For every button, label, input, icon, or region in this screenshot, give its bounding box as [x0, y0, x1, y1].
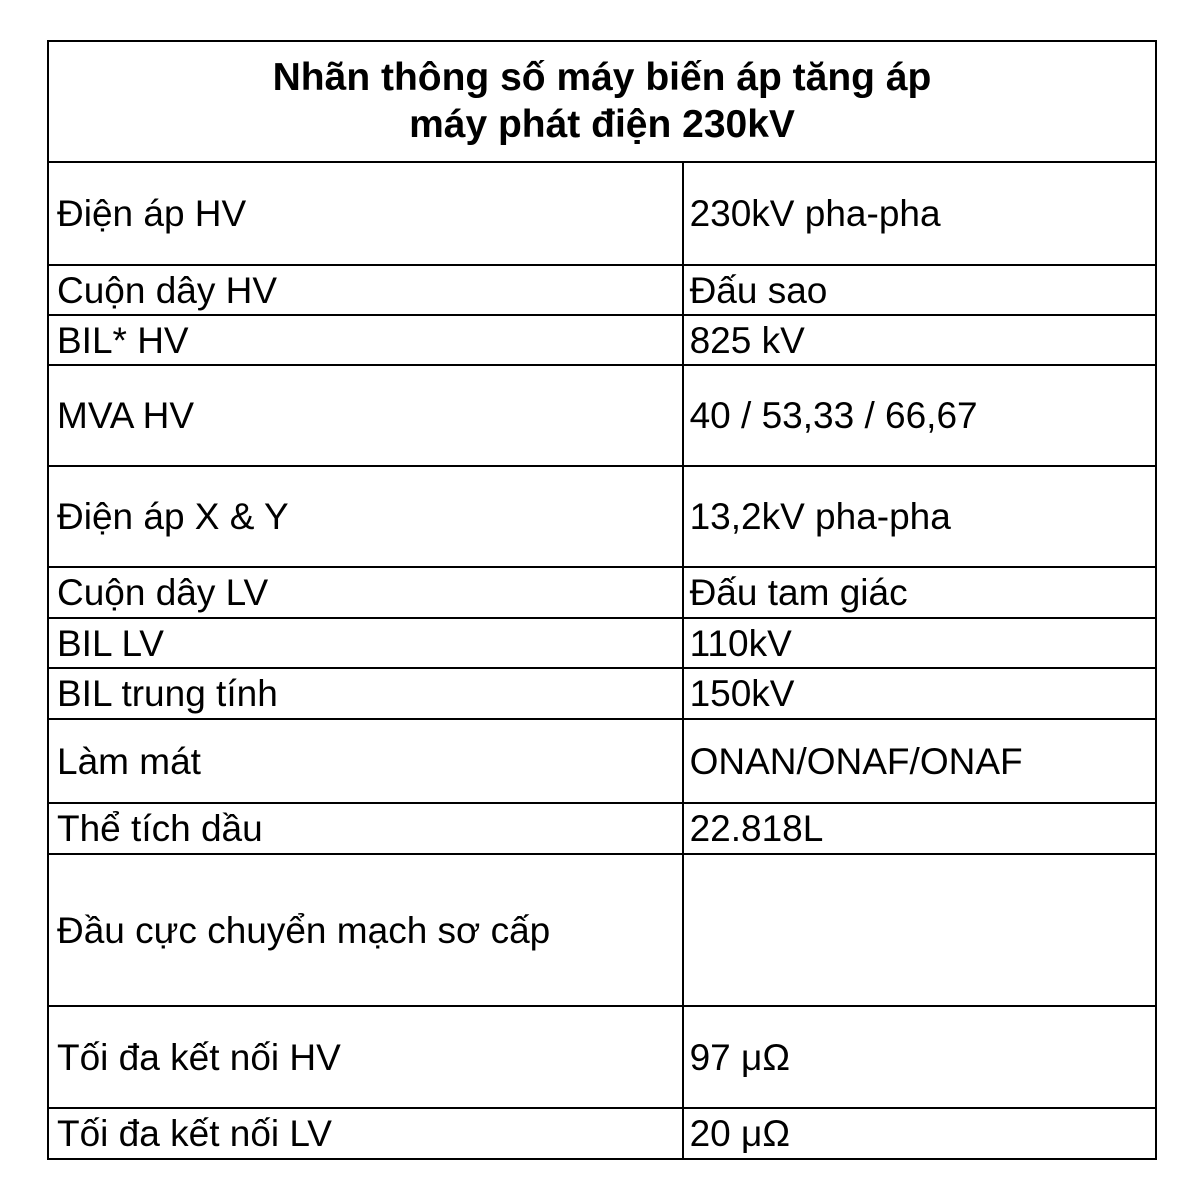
- row-label: Điện áp X & Y: [48, 466, 683, 567]
- table-row: [48, 854, 1156, 1006]
- table-row: [48, 162, 1156, 265]
- table-title: [48, 41, 1156, 162]
- row-value: ONAN/ONAF/ONAF: [683, 719, 1156, 803]
- title-line-1: Nhãn thông số máy biến áp tăng áp: [272, 55, 932, 99]
- row-value: 97 μΩ: [683, 1006, 1156, 1108]
- title-line-2: máy phát điện 230kV: [409, 102, 795, 146]
- table-row: [48, 567, 1156, 618]
- row-value: 40 / 53,33 / 66,67: [683, 365, 1156, 466]
- table-row: [48, 265, 1156, 315]
- row-label: BIL* HV: [48, 315, 683, 365]
- row-label: MVA HV: [48, 365, 683, 466]
- row-label: Làm mát: [48, 719, 683, 803]
- row-value: 150kV: [683, 668, 1156, 719]
- row-value: [683, 854, 1156, 1006]
- row-label: Tối đa kết nối HV: [48, 1006, 683, 1108]
- row-value: 13,2kV pha-pha: [683, 466, 1156, 567]
- table-row: [48, 1108, 1156, 1159]
- table-title-row: [48, 41, 1156, 162]
- row-label: Thể tích dầu: [48, 803, 683, 854]
- row-label: Tối đa kết nối LV: [48, 1108, 683, 1159]
- row-value: 22.818L: [683, 803, 1156, 854]
- table-row: [48, 719, 1156, 803]
- table-row: [48, 1006, 1156, 1108]
- row-value: Đấu tam giác: [683, 567, 1156, 618]
- table-row: [48, 668, 1156, 719]
- table-row: [48, 365, 1156, 466]
- table-row: [48, 803, 1156, 854]
- row-value: 20 μΩ: [683, 1108, 1156, 1159]
- table-row: [48, 466, 1156, 567]
- table-row: [48, 618, 1156, 668]
- row-value: 825 kV: [683, 315, 1156, 365]
- row-label: Đầu cực chuyển mạch sơ cấp: [48, 854, 683, 1006]
- transformer-spec-table: [47, 40, 1157, 1160]
- row-label: Cuộn dây HV: [48, 265, 683, 315]
- row-value: 230kV pha-pha: [683, 162, 1156, 265]
- row-label: BIL trung tính: [48, 668, 683, 719]
- table-row: [48, 315, 1156, 365]
- row-label: BIL LV: [48, 618, 683, 668]
- row-value: Đấu sao: [683, 265, 1156, 315]
- row-label: Điện áp HV: [48, 162, 683, 265]
- row-value: 110kV: [683, 618, 1156, 668]
- row-label: Cuộn dây LV: [48, 567, 683, 618]
